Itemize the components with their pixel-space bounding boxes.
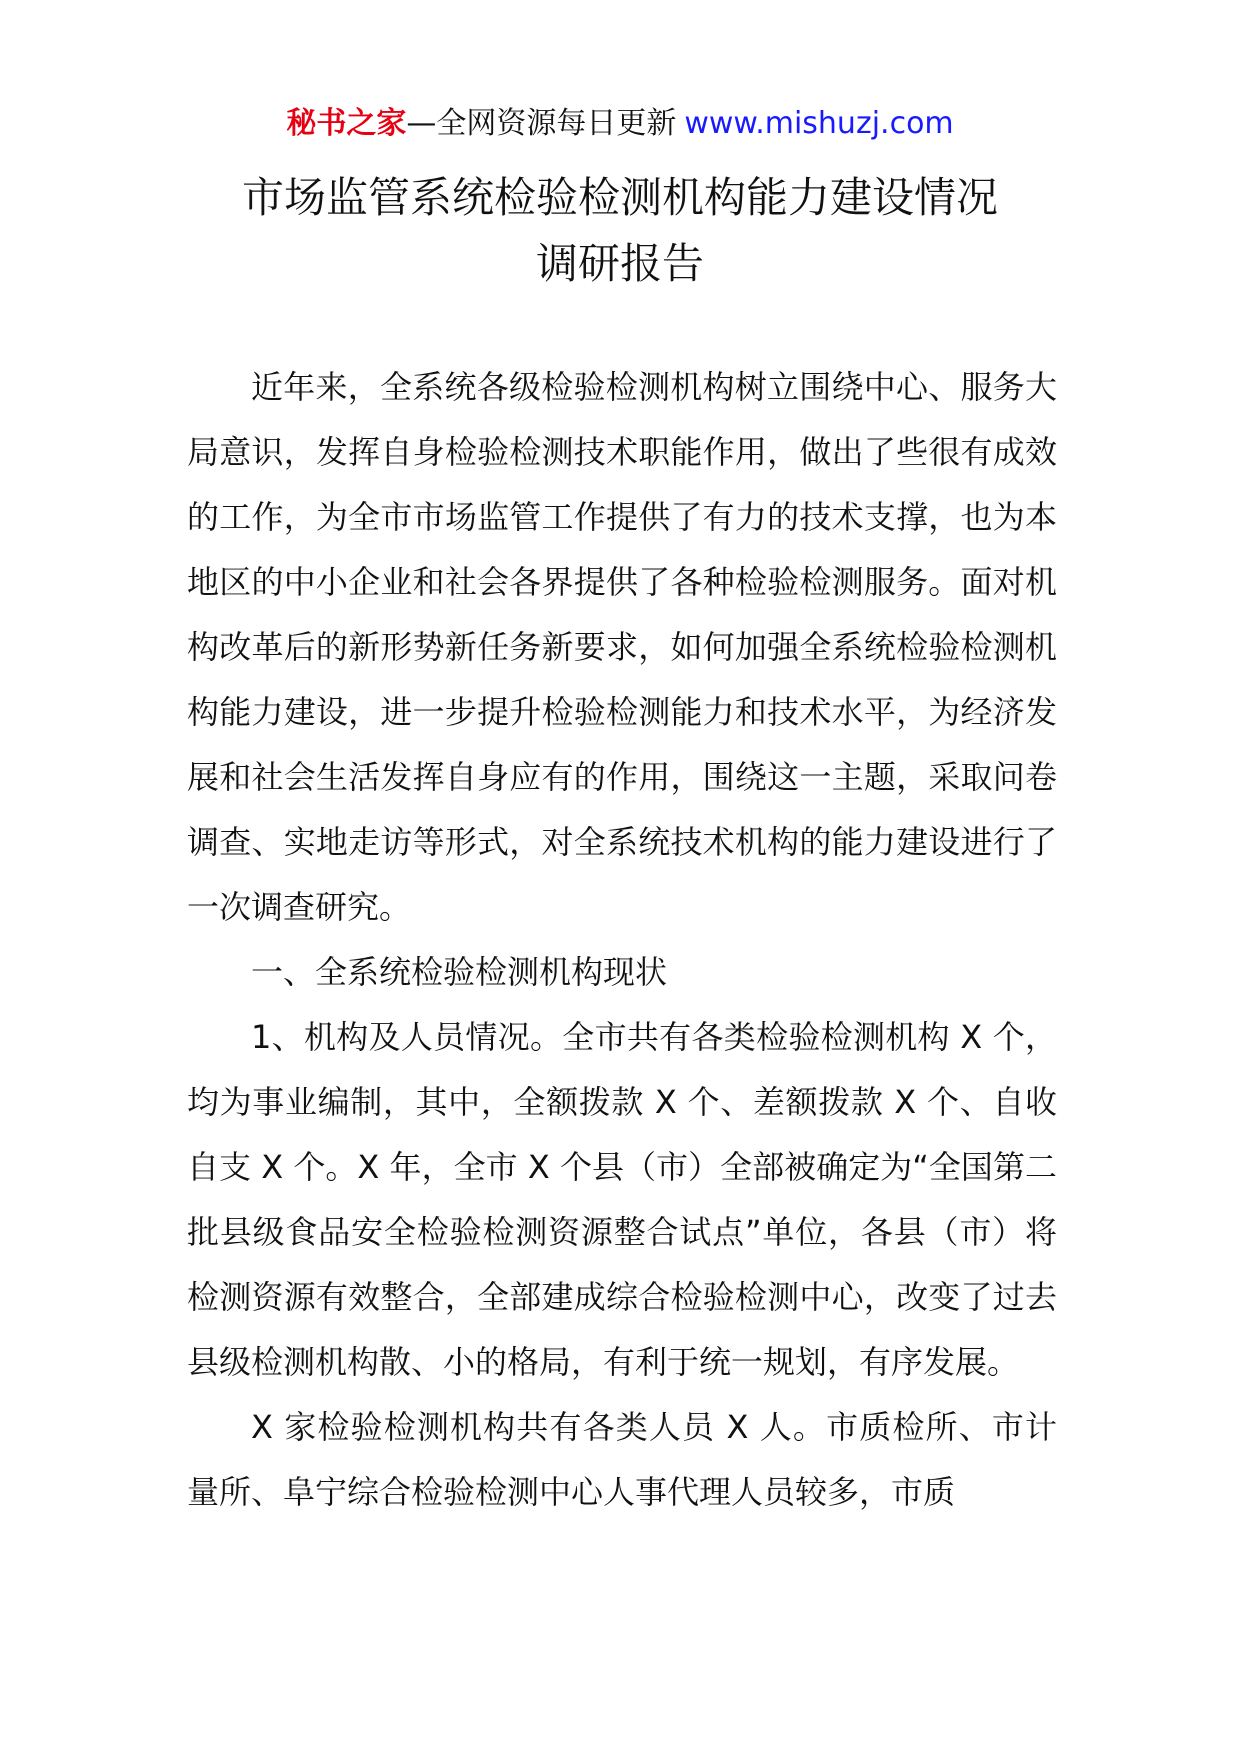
site-tagline: —全网资源每日更新 — [406, 106, 677, 141]
document-title — [0, 165, 1240, 297]
site-url-link[interactable]: www.mishuzj.com — [684, 106, 954, 141]
site-name: 秘书之家 — [286, 106, 407, 141]
section-heading: 一、全系统检验检测机构现状 — [251, 953, 668, 991]
intro-paragraph: 近年来，全系统各级检验检测机构树立围绕中心、服务大局意识，发挥自身检验检测技术职能作用，做出了些很有成效的工作，为全市市场监管工作提供了有力的技术支撑，也为本地区的中小企业和社会各界提供了各种检验检测服务。面对机构改革后的新形势新任务新要求，如何加强全系统检验检测机构能力建设，进一步提升检验检测能力和技术水平，为经济发展和社会生活发挥自身应有的作用，围绕这一主题，采取问卷调查、实地走访等形式，对全系统技术机构的能力建设进行了一次调查研究。 — [187, 368, 1057, 926]
section-paragraph-staff: X 家检验检测机构共有各类人员 X 人。市质检所、市计量所、阜宁综合检验检测中心人事代理人员较多，市质 — [187, 1408, 1057, 1511]
document-body — [187, 355, 1057, 1525]
section-paragraph-institutions: 1、机构及人员情况。全市共有各类检验检测机构 X 个，均为事业编制，其中，全额拨款 X 个、差额拨款 X 个、自收自支 X 个。X 年，全市 X 个县（市）全部被确定为“全国第二批县级食品安全检验检测资源整合试点”单位，各县（市）将检测资源有效整合，全部建成综合检验检测中心，改变了过去县级检测机构散、小的格局，有利于统一规划，有序发展。 — [187, 1018, 1057, 1381]
document-title-line-2: 调研报告 — [535, 239, 704, 288]
site-header — [0, 102, 1240, 146]
document-title-line-1: 市场监管系统检验检测机构能力建设情况 — [241, 173, 998, 222]
